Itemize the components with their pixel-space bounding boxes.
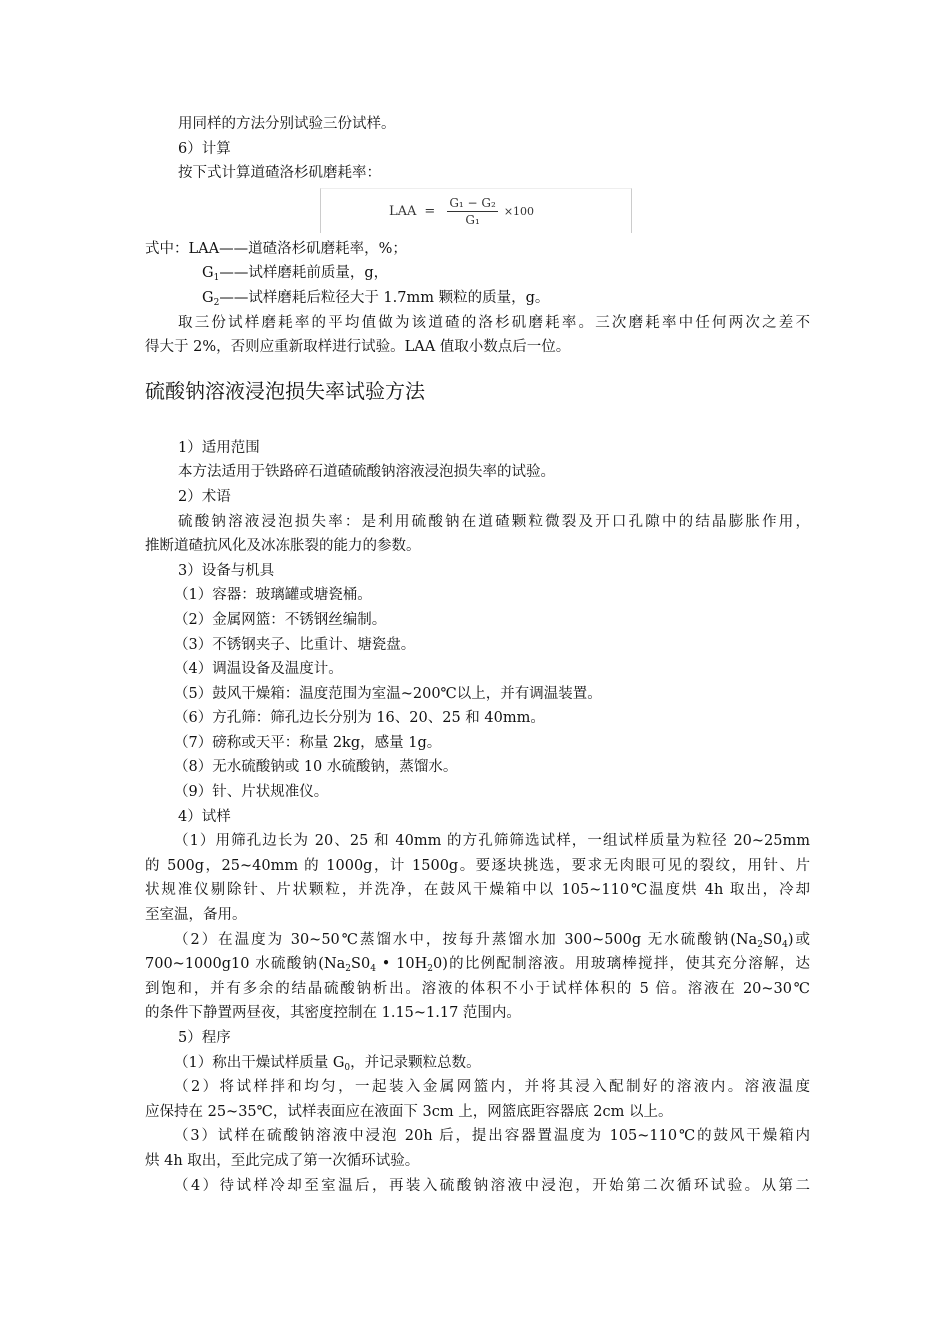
- paragraph-term: 硫酸钠溶液浸泡损失率：是利用硫酸钠在道碴颗粒微裂及开口孔隙中的结晶膨胀作用， 推断道碴抗风化及冰冻胀裂的能力的参数。: [145, 513, 810, 555]
- equipment-item: （7）磅称或天平：称量 2kg，感量 1g。: [174, 734, 442, 751]
- text-line: 本方法适用于铁路碎石道碴硫酸钠溶液浸泡损失率的试验。: [178, 464, 555, 481]
- section-heading: 3）设备与机具: [178, 562, 275, 579]
- where-g2: $G_2——$试样磨耗后粒径大于 1.7mm 颗粒的质量，g。: [202, 289, 550, 308]
- document-page: [145, 112, 810, 1198]
- section-heading: 6）计算: [178, 140, 231, 157]
- paragraph-sample-2: （2）在温度为 30~50℃蒸馏水中，按每升蒸馏水加 300~500g 无水硫酸钠$(Na_2S0_4)$或 700~1000g10 水硫酸钠($Na_2S0_4$ • $10H_20$)的比例配制溶液。用玻璃棒搅拌，使其充分溶解，达 到饱和，并有多余的结晶硫酸钠析出。溶液的体积不小于试样体积的 5 倍。溶液在 20~30℃ 的条件下静置两昼夜，其密度控制在 1.15~1.17 范围内。: [145, 931, 810, 1022]
- text-line: 用同样的方法分别试验三份试样。: [178, 116, 396, 132]
- equipment-item: （6）方孔筛：筛孔边长分别为 16、20、25 和 40mm。: [174, 710, 545, 727]
- formula: [389, 195, 534, 229]
- paragraph-average: 取三份试样磨耗率的平均值做为该道碴的洛杉矶磨耗率。三次磨耗率中任何两次之差不 得大于 2%，否则应重新取样进行试验。LAA 值取小数点后一位。: [145, 314, 810, 356]
- paragraph-sample-1: （1）用筛孔边长为 20、25 和 40mm 的方孔筛筛选试样，一组试样质量为粒径 20~25mm 的 500g，25~40mm 的 1000g，计 1500g。要逐块挑选，要求无肉眼可见的裂纹，用针、片 状规准仪剔除针、片状颗粒，并洗净，在鼓风干燥箱中以 105~110℃温度烘 4h 取出，冷却 至室温，备用。: [145, 833, 810, 924]
- where-line: 式中：LAA——道碴洛杉矶磨耗率，%；: [145, 240, 407, 257]
- paragraph-procedure-2: （2）将试样拌和均匀，一起装入金属网篮内，并将其浸入配制好的溶液内。溶液温度 应保持在 25~35℃，试样表面应在液面下 3cm 上，网篮底距容器底 2cm 以上。: [145, 1079, 810, 1120]
- paragraph-procedure-4: （4）待试样冷却至室温后，再装入硫酸钠溶液中浸泡，开始第二次循环试验。从第二: [174, 1177, 810, 1194]
- equipment-item: （9）针、片状规准仪。: [174, 784, 329, 801]
- formula-numerator: G₁ − G₂: [449, 196, 496, 211]
- equipment-item: （2）金属网篮：不锈钢丝编制。: [174, 611, 387, 628]
- equipment-item: （4）调温设备及温度计。: [174, 661, 343, 678]
- section-heading: 2）术语: [178, 488, 231, 505]
- section-heading: 1）适用范围: [178, 439, 260, 456]
- formula-multiplier: ×100: [503, 205, 535, 219]
- formula-lhs: LAA: [389, 204, 417, 220]
- equipment-item: （1）容器：玻璃罐或塘瓷桶。: [174, 587, 372, 604]
- procedure-item: （1）称出干燥试样质量 $G_0$，并记录颗粒总数。: [174, 1054, 481, 1073]
- formula-fraction: [447, 196, 497, 227]
- page-title: 硫酸钠溶液浸泡损失率试验方法: [145, 378, 425, 403]
- where-g1: $G_1——$试样磨耗前质量，g，: [202, 265, 389, 284]
- section-heading: 4）试样: [178, 808, 231, 825]
- equipment-item: （3）不锈钢夹子、比重计、塘瓷盘。: [174, 636, 416, 653]
- formula-eq: =: [424, 204, 436, 220]
- section-heading: 5）程序: [178, 1030, 231, 1046]
- paragraph-procedure-3: （3）试样在硫酸钠溶液中浸泡 20h 后，提出容器置温度为 105~110℃的鼓风干燥箱内 烘 4h 取出，至此完成了第一次循环试验。: [145, 1128, 810, 1169]
- formula-denominator: G₁: [465, 213, 480, 228]
- formula-image: [320, 188, 632, 233]
- equipment-item: （8）无水硫酸钠或 10 水硫酸钠，蒸馏水。: [174, 759, 458, 776]
- text-line: 按下式计算道碴洛杉矶磨耗率：: [178, 165, 381, 182]
- equipment-item: （5）鼓风干燥箱：温度范围为室温~200℃以上，并有调温装置。: [174, 685, 602, 702]
